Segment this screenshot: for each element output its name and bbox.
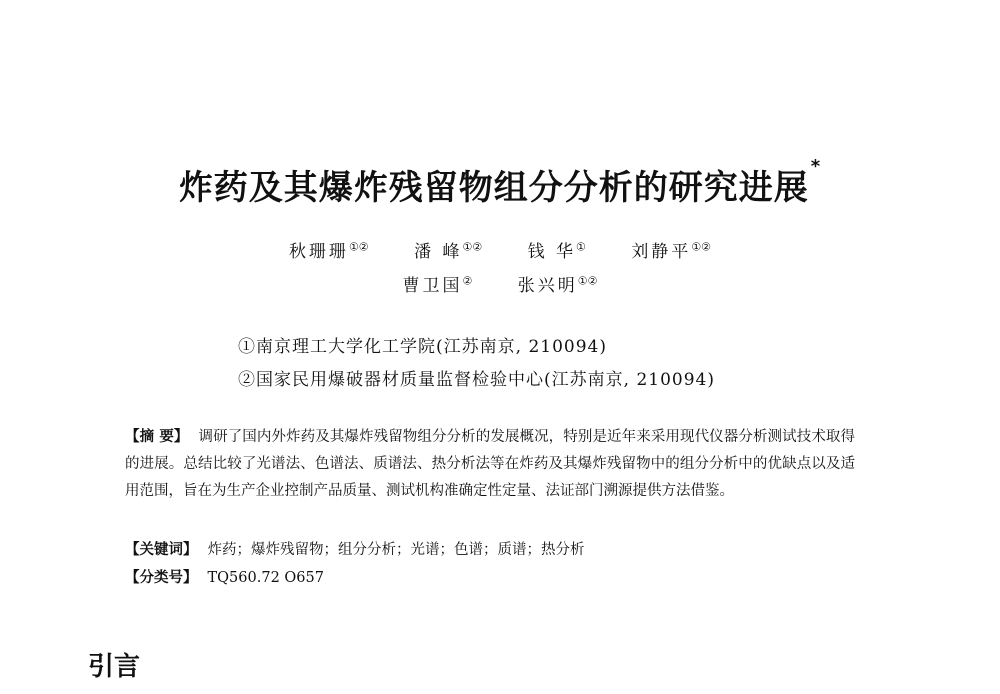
author: 曹卫国②	[402, 274, 473, 296]
paper-title	[0, 156, 1000, 209]
affiliation-2: ②国家民用爆破器材质量监督检验中心(江苏南京, 210094)	[238, 370, 715, 390]
authors-row-2	[0, 271, 1000, 296]
keywords-text: 炸药；爆炸残留物；组分分析；光谱；色谱；质谱；热分析	[207, 542, 585, 558]
author: 潘 峰①②	[414, 240, 483, 262]
classification-text: TQ560.72 O657	[207, 570, 324, 586]
abstract-text: 调研了国内外炸药及其爆炸残留物组分分析的发展概况，特别是近年来采用现代仪器分析测试技术取得的进展。总结比较了光谱法、色谱法、质谱法、热分析法等在炸药及其爆炸残留物中的组分分析中的优缺点以及适用范围，旨在为生产企业控制产品质量、测试机构准确定性定量、法证部门溯源提供方法借鉴。	[125, 429, 855, 499]
abstract-label: 【摘 要】	[125, 429, 189, 445]
author: 张兴明①②	[517, 274, 598, 296]
keywords-line	[125, 538, 585, 559]
section-heading-introduction: 引言	[88, 652, 141, 682]
author: 刘静平①②	[631, 240, 712, 262]
authors-row-1	[0, 237, 1000, 262]
keywords-label: 【关键词】	[125, 542, 198, 558]
author: 钱 华①	[527, 240, 586, 262]
title-text: 炸药及其爆炸残留物组分分析的研究进展	[178, 168, 809, 208]
classification-line	[125, 566, 324, 587]
abstract	[125, 424, 855, 505]
affiliation-1: ①南京理工大学化工学院(江苏南京, 210094)	[238, 337, 607, 357]
author: 秋珊珊①②	[288, 240, 369, 262]
title-footnote-mark: *	[810, 156, 822, 177]
classification-label: 【分类号】	[125, 570, 198, 586]
